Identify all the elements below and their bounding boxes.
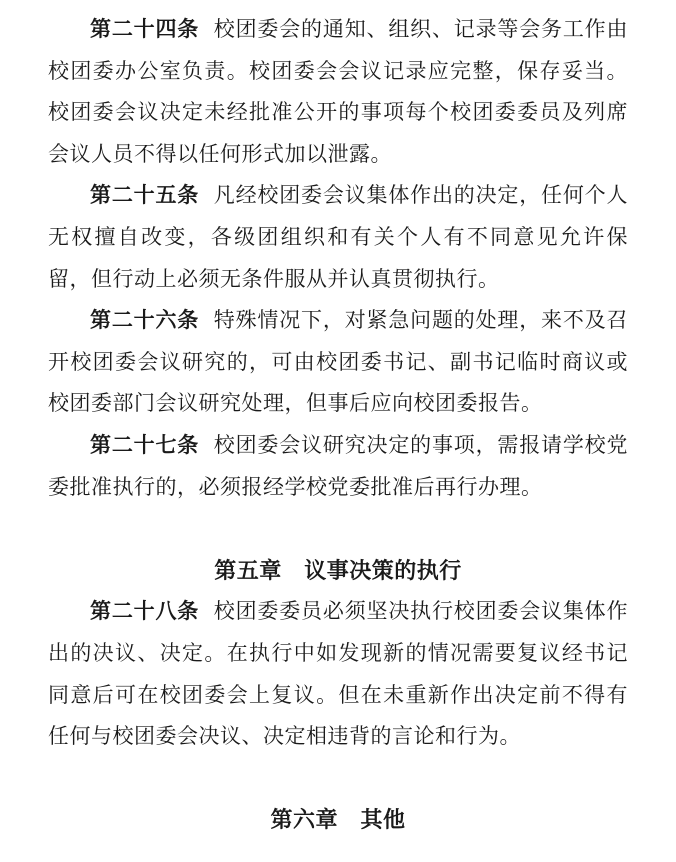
article-28-text: 校团委委员必须坚决执行校团委会议集体作出的决议、决定。在执行中如发现新的情况需要复议经书记同意后可在校团委会上复议。但在未重新作出决定前不得有任何与校团委会决议、决定相违背的言论和行为。: [48, 599, 629, 749]
article-25-paragraph: [48, 175, 628, 300]
article-25-text: 凡经校团委会议集体作出的决定，任何个人无权擅自改变，各级团组织和有关个人有不同意见允许保留，但行动上必须无条件服从并认真贯彻执行。: [48, 183, 629, 291]
article-27-paragraph: [48, 425, 628, 508]
chapter-5-heading: 第五章 议事决策的执行: [214, 557, 462, 583]
article-27-number: 第二十七条: [90, 432, 200, 457]
article-26-paragraph: [48, 300, 628, 425]
article-28-number: 第二十八条: [90, 599, 200, 624]
article-26-text: 特殊情况下，对紧急问题的处理，来不及召开校团委会议研究的，可由校团委书记、副书记临时商议或校团委部门会议研究处理，但事后应向校团委报告。: [48, 308, 629, 416]
article-24-number: 第二十四条: [90, 17, 200, 41]
article-24-text: 校团委会的通知、组织、记录等会务工作由校团委办公室负责。校团委会会议记录应完整，保存妥当。校团委会议决定未经批准公开的事项每个校团委委员及列席会议人员不得以任何形式加以泄露。: [48, 17, 629, 166]
article-24-paragraph: [48, 9, 628, 175]
chapter-6-heading: 第六章 其他: [270, 807, 406, 833]
article-28-paragraph: [48, 591, 628, 757]
article-25-number: 第二十五条: [90, 183, 200, 208]
article-27-text: 校团委会议研究决定的事项，需报请学校党委批准执行的，必须报经学校党委批准后再行办理。: [48, 432, 629, 499]
article-26-number: 第二十六条: [90, 308, 200, 333]
